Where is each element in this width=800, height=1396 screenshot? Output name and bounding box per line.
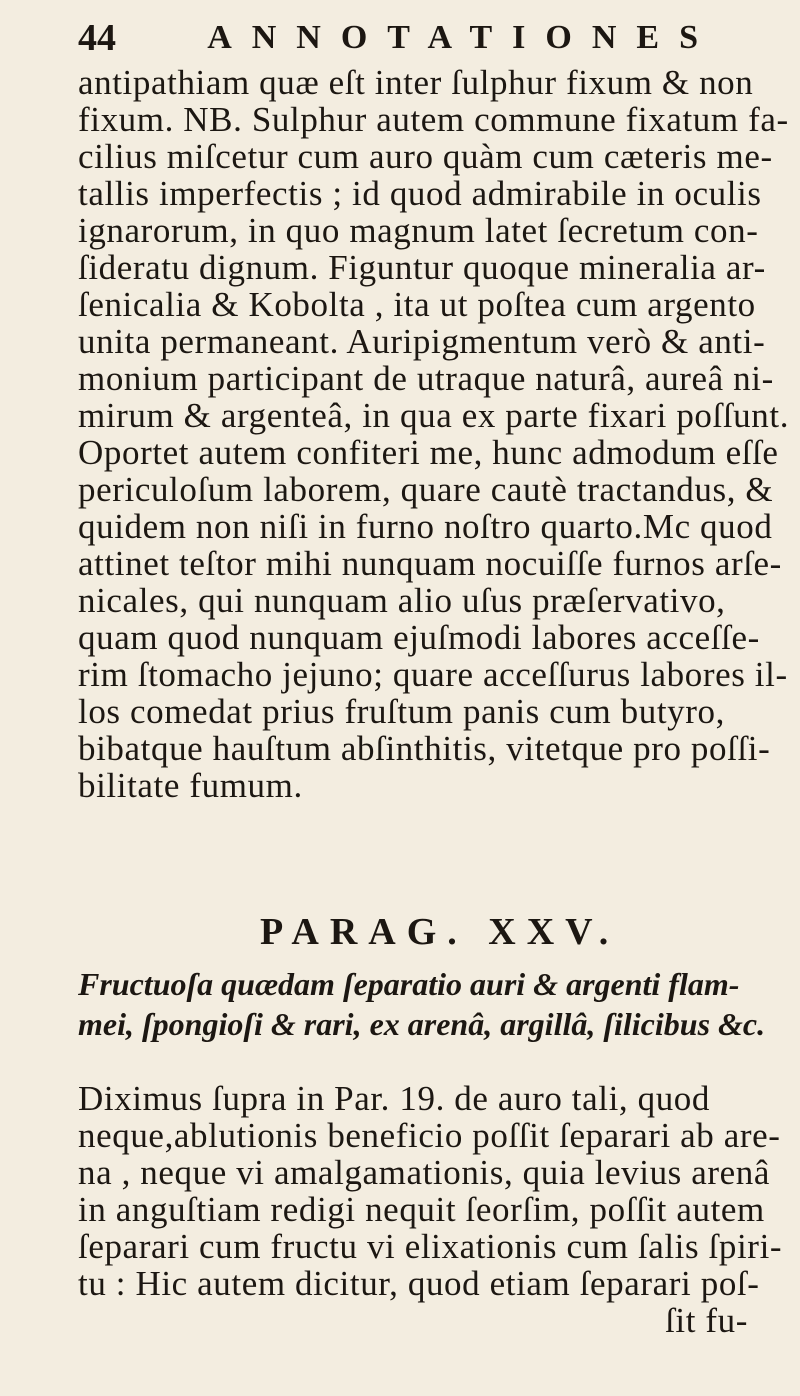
- text-line: neque,ablutionis beneficio poſſit ſeparari ab are-: [78, 1116, 781, 1155]
- running-head: [78, 10, 718, 66]
- body-text-2: [78, 1079, 783, 1340]
- text-line: bibatque hauſtum abſinthitis, vitetque pro poſſi-: [78, 729, 771, 768]
- text-line: unita permaneant. Auripigmentum verò & anti-: [78, 322, 766, 361]
- text-line: quidem non niſi in furno noſtro quarto.Mc quod: [78, 507, 773, 546]
- body-text-1: [78, 63, 790, 805]
- text-line: ſeparari cum fructu vi elixationis cum ſalis ſpiri-: [78, 1227, 783, 1266]
- text-line: monium participant de utraque naturâ, aureâ ni-: [78, 359, 774, 398]
- text-line: in anguſtiam redigi nequit ſeorſim, poſſit autem: [78, 1190, 765, 1229]
- section-heading: PARAG. XXV.: [260, 911, 620, 953]
- text-line: na , neque vi amalgamationis, quia levius arenâ: [78, 1153, 771, 1192]
- text-line: nicales, qui nunquam alio uſus præſervativo,: [78, 581, 726, 620]
- text-line: Oportet autem confiteri me, hunc admodum eſſe: [78, 433, 779, 472]
- text-line: Diximus ſupra in Par. 19. de auro tali, quod: [78, 1079, 711, 1118]
- text-line: mirum & argenteâ, in qua ex parte fixari poſſunt.: [78, 396, 790, 435]
- text-line: bilitate fumum.: [78, 766, 303, 805]
- section-subheading: [78, 964, 778, 1044]
- text-line: antipathiam quæ eſt inter ſulphur fixum & non: [78, 63, 754, 102]
- text-line: tu : Hic autem dicitur, quod etiam ſeparari poſ-: [78, 1264, 760, 1303]
- running-title: ANNOTATIONES: [207, 19, 718, 56]
- page-number: 44: [78, 17, 116, 59]
- text-line: rim ſtomacho jejuno; quare acceſſurus labores il-: [78, 655, 788, 694]
- text-line: los comedat prius fruſtum panis cum butyro,: [78, 692, 725, 731]
- text-line: ſideratu dignum. Figuntur quoque mineralia ar-: [78, 248, 766, 287]
- text-line: attinet teſtor mihi nunquam nocuiſſe furnos arſe-: [78, 544, 782, 583]
- text-line: ignarorum, in quo magnum latet ſecretum con-: [78, 211, 759, 250]
- text-line: tallis imperfectis ; id quod admirabile in oculis: [78, 174, 762, 213]
- text-line: quam quod nunquam ejuſmodi labores acceſſe-: [78, 618, 760, 657]
- text-line: fixum. NB. Sulphur autem commune fixatum fa-: [78, 100, 789, 139]
- subheading-line: mei, ſpongioſi & rari, ex arenâ, argillâ, ſilicibus &c.: [78, 1006, 766, 1042]
- subheading-line: Fructuoſa quædam ſeparatio auri & argenti flam-: [78, 966, 740, 1002]
- catchword-line: ſit fu-: [665, 1301, 748, 1340]
- text-line: periculoſum laborem, quare cautè tractandus, &: [78, 470, 774, 509]
- text-line: ſenicalia & Kobolta , ita ut poſtea cum argento: [78, 285, 756, 324]
- text-line: cilius miſcetur cum auro quàm cum cæteris me-: [78, 137, 773, 176]
